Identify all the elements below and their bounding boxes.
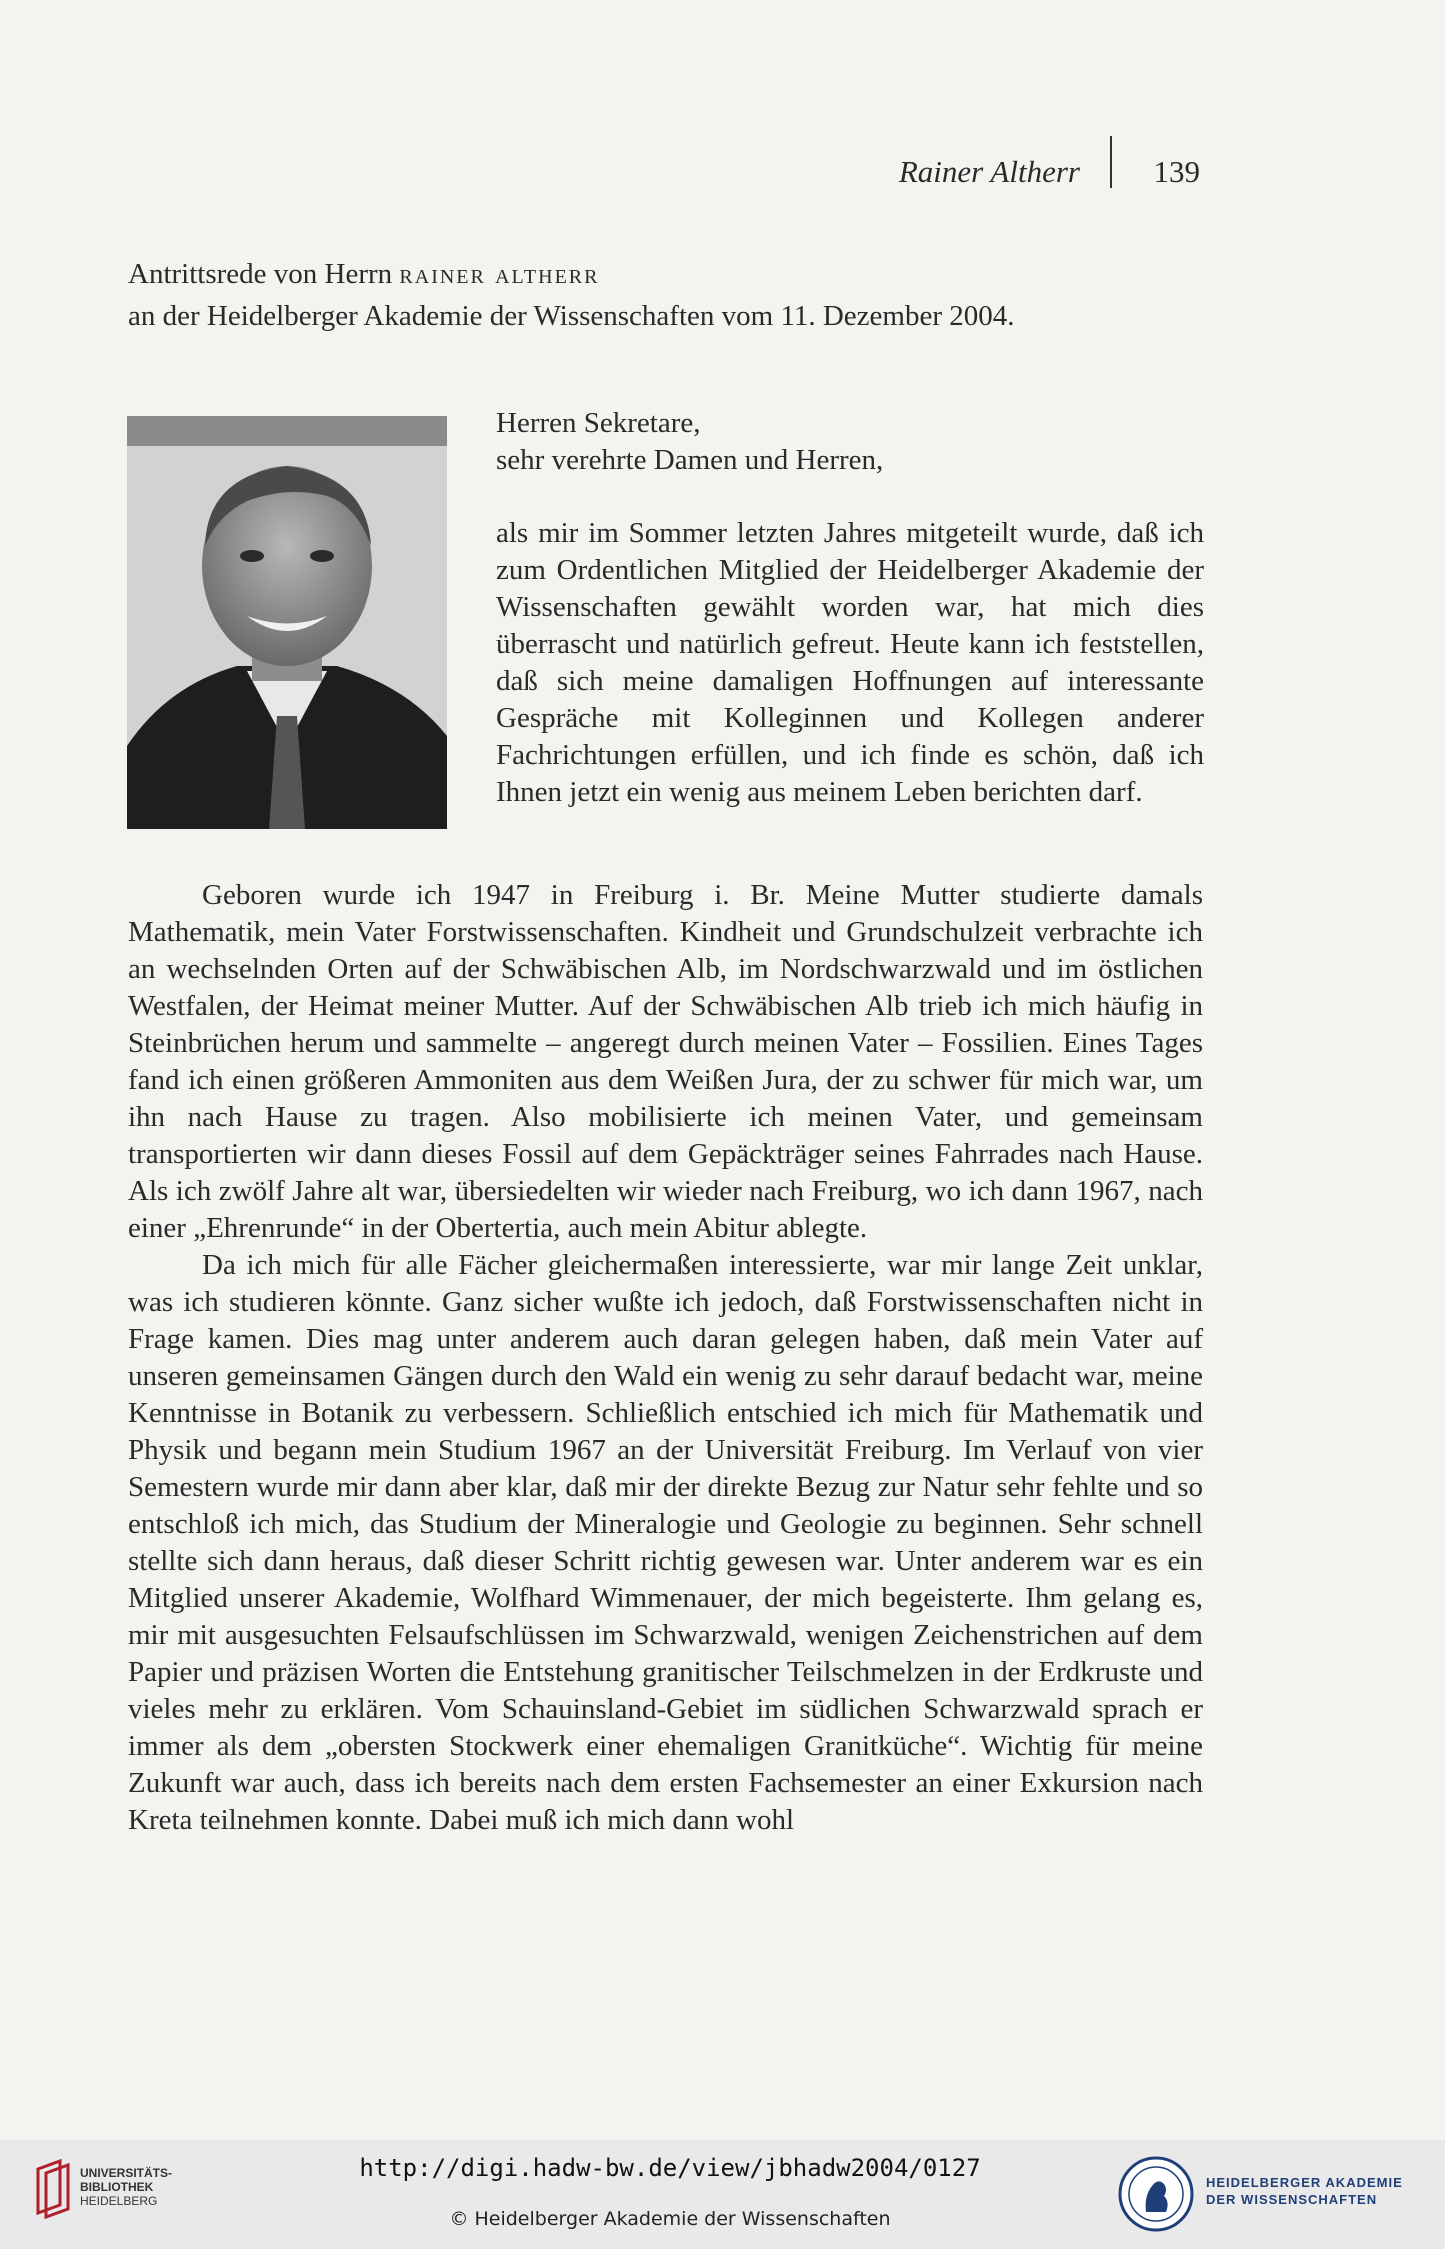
academy-line-1: HEIDELBERGER AKADEMIE bbox=[1206, 2175, 1403, 2190]
academy-name bbox=[1206, 2174, 1403, 2208]
letter-paragraph: als mir im Sommer letzten Jahres mitgeteilt wurde, daß ich zum Ordentlichen Mitglied der Heidelberger Akademie der Wissenschaften gewählt worden war, hat mich dies überrascht und natürlich gefreut. Heute kann ich feststellen, daß sich meine damaligen Hoffnungen auf interessante Gespräche mit Kolleginnen und Kollegen anderer Fachrichtungen erfüllen, und ich finde es schön, daß ich Ihnen jetzt ein wenig aus meinem Leben berichten darf. bbox=[496, 517, 1204, 808]
page-number: 139 bbox=[1153, 154, 1200, 189]
body-paragraph-2: Da ich mich für alle Fächer gleichermaßen interessierte, war mir lange Zeit unklar, was ich studieren könnte. Ganz sicher wußte ich jedoch, daß Forstwissenschaften nicht in Frage kamen. Dies mag unter anderem auch daran gelegen haben, daß mein Vater auf unseren gemeinsamen Gängen durch den Wald ein wenig zu sehr darauf bedacht war, meine Kenntnisse in Botanik zu verbessern. Schließlich entschied ich mich für Mathematik und Physik und begann mein Studium 1967 an der Universität Freiburg. Im Verlauf von vier Semestern wurde mir dann aber klar, daß mir der direkte Bezug zur Natur sehr fehlte und so entschloß ich mich, das Studium der Mineralogie und Geologie zu beginnen. Sehr schnell stellte sich dann heraus, daß dieser Schritt richtig gewesen war. Unter anderem war es ein Mitglied unserer Akademie, Wolfhard Wimmenauer, der mich begeisterte. Ihm gelang es, mir mit ausgesuchten Felsaufschlüssen im Schwarzwald, wenigen Zeichenstrichen auf dem Papier und präzisen Worten die Entstehung granitischer Teilschmelzen in der Erdkruste und vieles mehr zu erklären. Vom Schauinsland-Gebiet im südlichen Schwarzwald sprach er immer als dem „obersten Stockwerk einer ehemaligen Granitküche“. Wichtig für meine Zukunft war auch, dass ich bereits nach dem ersten Fachsemester an einer Exkursion nach Kreta teilnehmen konnte. Dabei muß ich mich dann wohl bbox=[128, 1249, 1203, 1836]
digitization-footer bbox=[0, 2140, 1445, 2249]
body-paragraph-1: Geboren wurde ich 1947 in Freiburg i. Br. Meine Mutter studierte damals Mathematik, mein Vater Forstwissenschaften. Kindheit und Grundschulzeit verbrachte ich an wechselnden Orten auf der Schwäbischen Alb, im Nordschwarzwald und im östlichen Westfalen, der Heimat meiner Mutter. Auf der Schwäbischen Alb trieb ich mich häufig in Steinbrüchen herum und sammelte – angeregt durch meinen Vater – Fossilien. Eines Tages fand ich einen größeren Ammoniten aus dem Weißen Jura, der zu schwer für mich war, um ihn nach Hause zu tragen. Also mobilisierte ich meinen Vater, und gemeinsam transportierten wir dann dieses Fossil auf dem Gepäckträger seines Fahrrades nach Hause. Als ich zwölf Jahre alt war, übersiedelten wir wieder nach Freiburg, wo ich dann 1967, nach einer „Ehrenrunde“ in der Obertertia, auch mein Abitur ablegte. bbox=[128, 879, 1203, 1244]
salutation-2: sehr verehrte Damen und Herren, bbox=[496, 444, 884, 476]
portrait-photo bbox=[127, 416, 447, 829]
library-line-3: HEIDELBERG bbox=[80, 2194, 158, 2208]
letter-block bbox=[496, 405, 1204, 811]
speaker-name: rainer altherr bbox=[399, 258, 600, 290]
intro-line-2: an der Heidelberger Akademie der Wissenschaften vom 11. Dezember 2004. bbox=[128, 300, 1015, 332]
header-divider bbox=[1110, 136, 1112, 188]
library-name bbox=[80, 2166, 172, 2208]
intro-line-1 bbox=[128, 253, 1208, 295]
header-author: Rainer Altherr bbox=[898, 154, 1080, 189]
intro-prefix: Antrittsrede von Herrn bbox=[128, 258, 393, 290]
library-line-1: UNIVERSITÄTS- bbox=[80, 2166, 173, 2180]
library-line-2: BIBLIOTHEK bbox=[80, 2180, 154, 2194]
running-header bbox=[880, 152, 1200, 192]
speech-intro bbox=[128, 253, 1208, 337]
salutation-1: Herren Sekretare, bbox=[496, 407, 701, 439]
main-text bbox=[128, 877, 1203, 1839]
academy-seal-icon bbox=[1118, 2156, 1194, 2232]
academy-line-2: DER WISSENSCHAFTEN bbox=[1206, 2192, 1378, 2207]
permalink-url[interactable]: http://digi.hadw-bw.de/view/jbhadw2004/0127 bbox=[359, 2154, 981, 2182]
copyright-notice: © Heidelberger Akademie der Wissenschaften bbox=[449, 2208, 891, 2230]
portrait-image bbox=[127, 416, 447, 829]
